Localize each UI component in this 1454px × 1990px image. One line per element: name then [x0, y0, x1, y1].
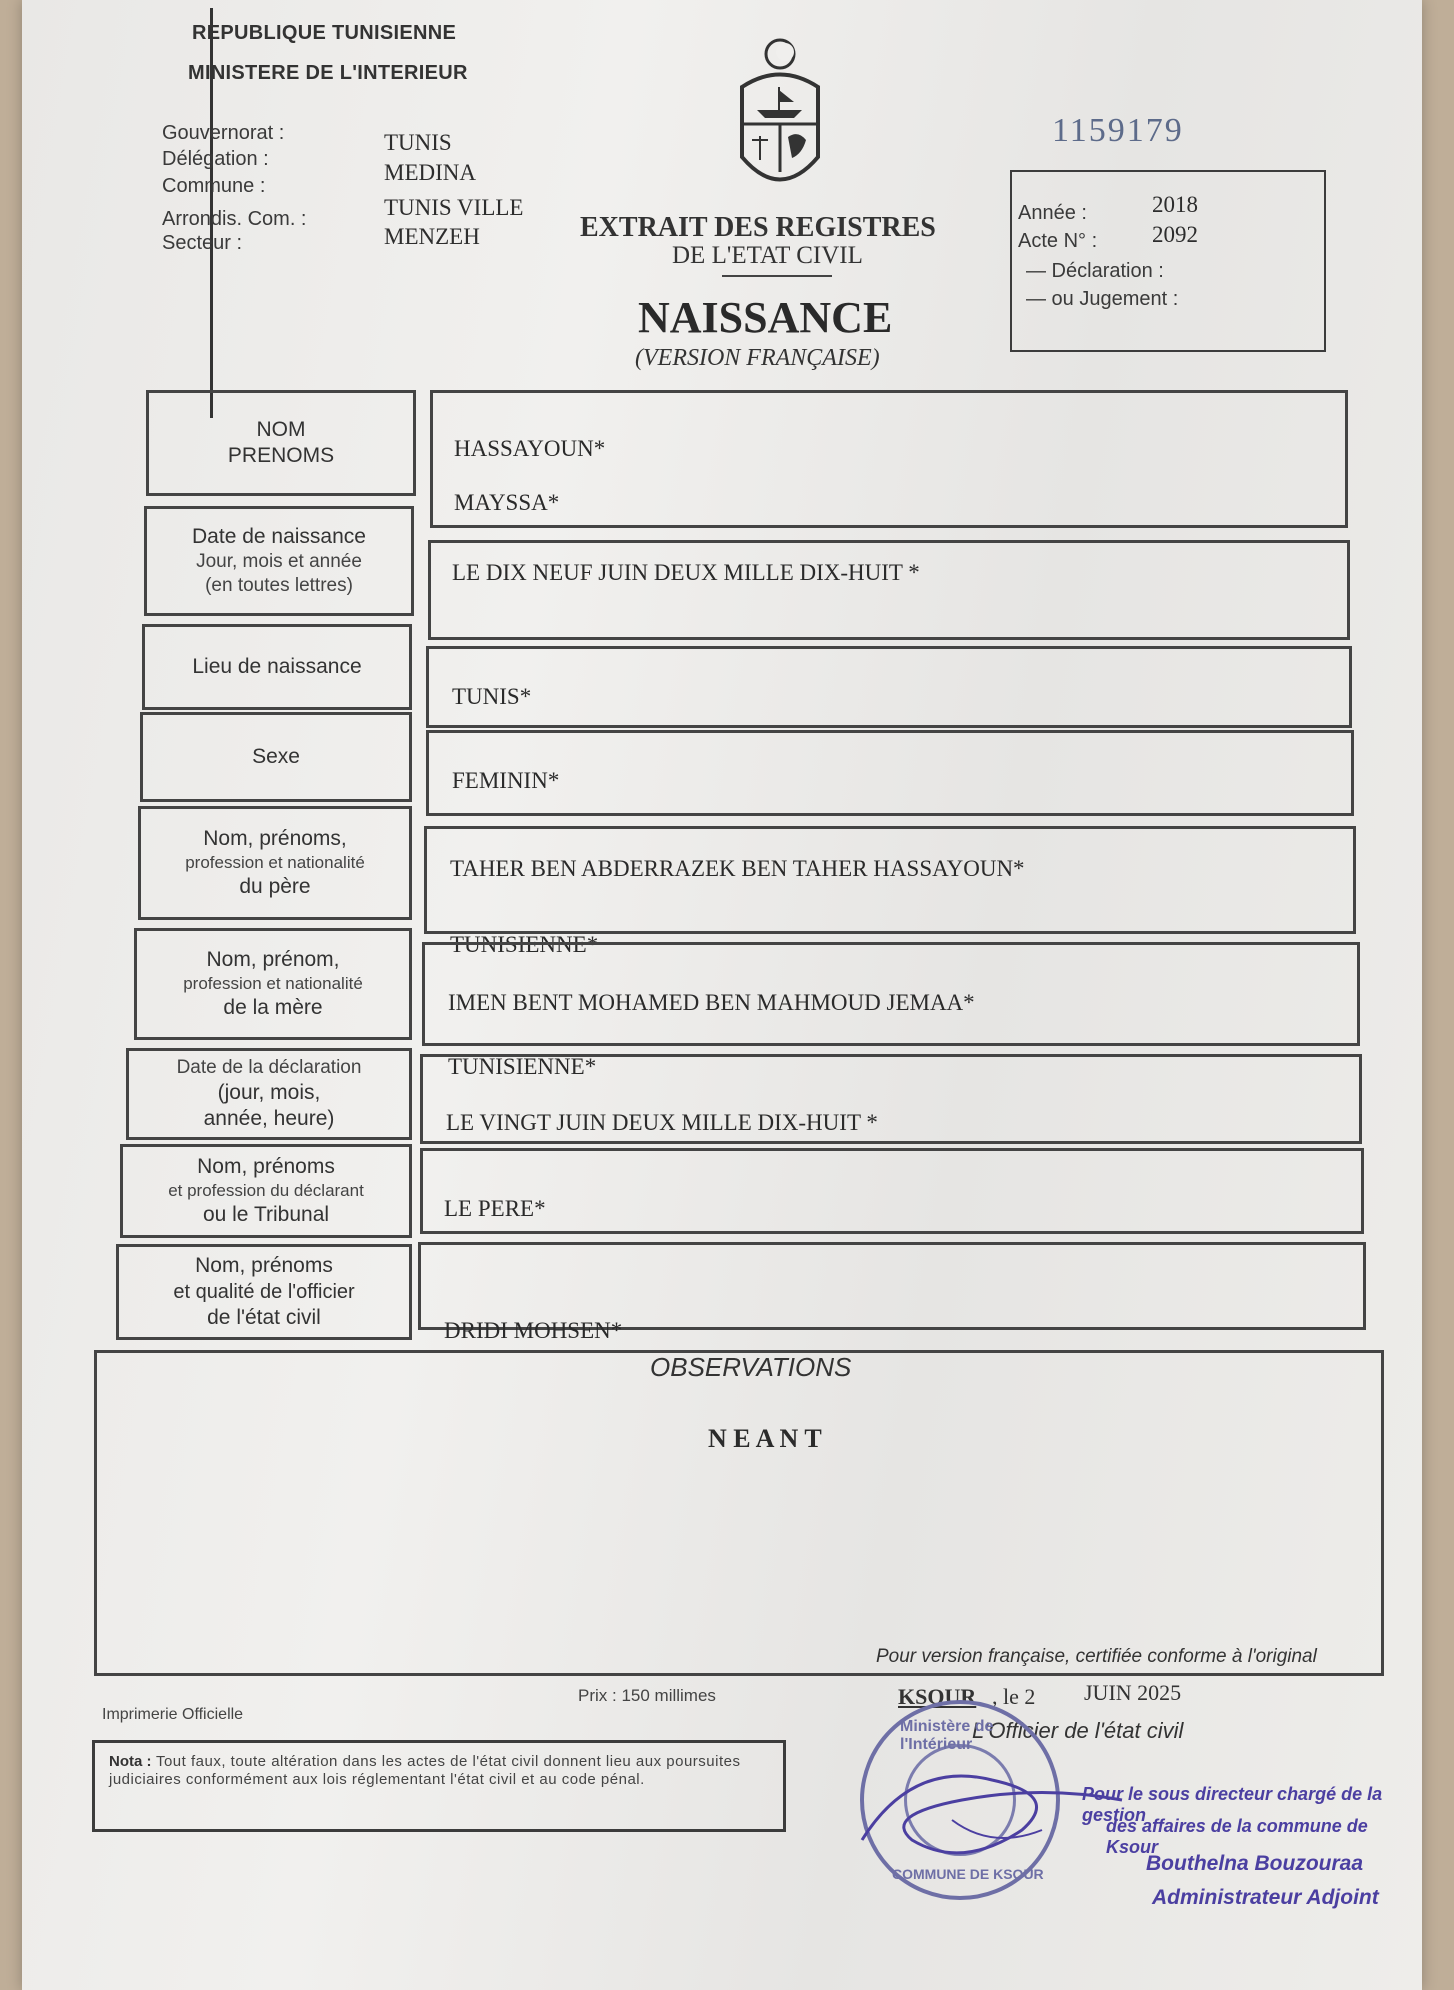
- label-line: et qualité de l'officier: [173, 1280, 355, 1303]
- declaration-label: — Déclaration :: [1026, 260, 1164, 282]
- row-value-sexe: [426, 730, 1354, 816]
- nota-text: Tout faux, toute altération dans les actes de l'état civil donnent lieu aux poursuites judiciaires conformément aux lois réglementant l'état civil et au code pénal.: [109, 1753, 741, 1788]
- label-line: Nom, prénoms,: [203, 827, 347, 851]
- label-line: Date de naissance: [192, 525, 366, 549]
- observations-title: OBSERVATIONS: [650, 1352, 852, 1382]
- row-label-pere: [138, 806, 412, 920]
- arrondissement-label: Arrondis. Com. :: [162, 208, 307, 230]
- declarant-value: LE PERE*: [444, 1196, 546, 1221]
- signature-line-1: Pour le sous directeur chargé de la gestion: [1082, 1784, 1383, 1825]
- label-line: Nom, prénom,: [206, 948, 340, 972]
- ministry-heading: MINISTERE DE L'INTERIEUR: [188, 62, 468, 84]
- version-subtitle: (VERSION FRANÇAISE): [635, 345, 880, 371]
- row-label-sexe: [140, 712, 412, 802]
- coat-of-arms-emblem: [722, 32, 838, 202]
- label-line: Nom, prénoms: [197, 1155, 335, 1179]
- stamp-bottom-text: COMMUNE DE KSOUR: [892, 1866, 1044, 1882]
- label-line: profession et nationalité: [183, 974, 363, 994]
- date-separator: , le 2: [992, 1684, 1036, 1709]
- row-label-officier: [116, 1244, 412, 1340]
- nom-value: HASSAYOUN*: [454, 436, 606, 461]
- label-line: Jour, mois et année: [196, 551, 362, 573]
- officer-title: L'Officier de l'état civil: [972, 1718, 1184, 1743]
- birth-certificate-document: [22, 0, 1422, 1990]
- label-line: (en toutes lettres): [205, 575, 353, 597]
- observations-content: N E A N T: [708, 1424, 822, 1453]
- observations-box: [94, 1350, 1384, 1676]
- row-value-lieu-naissance: [426, 646, 1352, 728]
- republic-heading: REPUBLIQUE TUNISIENNE: [192, 22, 457, 44]
- signatory-name: Bouthelna Bouzouraa: [1146, 1852, 1364, 1875]
- label-line: Lieu de naissance: [192, 654, 362, 678]
- lieu-naissance-value: TUNIS*: [452, 684, 532, 709]
- row-value-date-naissance: [428, 540, 1350, 640]
- gouvernorat-value: TUNIS: [384, 130, 452, 155]
- extract-title: EXTRAIT DES REGISTRES: [580, 212, 936, 243]
- label-line: Nom, prénoms: [195, 1254, 333, 1278]
- etat-civil-subtitle: DE L'ETAT CIVIL: [672, 242, 863, 269]
- prenoms-value: MAYSSA*: [454, 490, 560, 515]
- commune-value: TUNIS VILLE: [384, 195, 524, 220]
- label-line: de l'état civil: [207, 1305, 321, 1329]
- acte-number-value: 2092: [1152, 222, 1198, 247]
- label-line: Sexe: [252, 744, 300, 768]
- label-line: PRENOMS: [227, 444, 335, 467]
- mere-value: IMEN BENT MOHAMED BEN MAHMOUD JEMAA*: [448, 990, 975, 1015]
- label-line: du père: [239, 874, 311, 898]
- date-declaration-value: LE VINGT JUIN DEUX MILLE DIX-HUIT *: [446, 1110, 878, 1135]
- serial-number: 1159179: [1052, 112, 1184, 149]
- acte-number-label: Acte N° :: [1018, 230, 1098, 252]
- label-line: (jour, mois,: [217, 1080, 321, 1104]
- arrondissement-value: MENZEH: [384, 224, 480, 249]
- row-label-date-naissance: [144, 506, 414, 616]
- sexe-value: FEMININ*: [452, 768, 560, 793]
- delegation-label: Délégation :: [162, 148, 269, 170]
- signatory-title: Administrateur Adjoint: [1152, 1886, 1379, 1909]
- imprimerie-text: Imprimerie Officielle: [102, 1706, 244, 1723]
- secteur-label: Secteur :: [162, 232, 243, 254]
- row-label-declarant: [120, 1144, 412, 1238]
- acte-info-box: [1010, 170, 1326, 352]
- label-line: NOM: [256, 417, 306, 441]
- label-line: et profession du déclarant: [168, 1181, 364, 1201]
- annee-label: Année :: [1018, 202, 1087, 224]
- label-line: ou le Tribunal: [202, 1202, 330, 1226]
- date-naissance-value: LE DIX NEUF JUIN DEUX MILLE DIX-HUIT *: [452, 560, 920, 585]
- pere-nationalite-value: TUNISIENNE*: [450, 932, 599, 957]
- signature-line-2: des affaires de la commune de Ksour: [1106, 1816, 1368, 1857]
- prix-text: Prix : 150 millimes: [578, 1686, 716, 1705]
- place-value: KSOUR: [898, 1684, 977, 1709]
- row-label-date-declaration: [126, 1048, 412, 1140]
- officier-value: DRIDI MOHSEN*: [444, 1318, 623, 1343]
- row-value-declarant: [420, 1148, 1364, 1234]
- row-label-nom-prenoms: [146, 390, 416, 496]
- nota-label: Nota :: [109, 1753, 152, 1770]
- nota-box: [92, 1740, 786, 1832]
- row-label-lieu-naissance: [142, 624, 412, 710]
- gouvernorat-label: Gouvernorat :: [162, 122, 285, 144]
- delegation-value: MEDINA: [384, 160, 476, 185]
- label-line: de la mère: [223, 995, 323, 1019]
- label-line: Date de la déclaration: [176, 1056, 362, 1078]
- certified-conforme-text: Pour version française, certifiée conforme à l'original: [876, 1646, 1317, 1667]
- issue-date: JUIN 2025: [1084, 1680, 1182, 1705]
- stamp-top-text: Ministère de l'Intérieur: [900, 1718, 994, 1753]
- title-divider: [722, 275, 832, 277]
- mere-nationalite-value: TUNISIENNE*: [448, 1054, 597, 1079]
- label-line: année, heure): [203, 1106, 335, 1130]
- row-value-officier: [418, 1242, 1366, 1330]
- row-label-mere: [134, 928, 412, 1040]
- commune-label: Commune :: [162, 175, 266, 197]
- naissance-title: NAISSANCE: [638, 293, 893, 342]
- jugement-label: — ou Jugement :: [1026, 288, 1179, 310]
- annee-value: 2018: [1152, 192, 1198, 217]
- pere-value: TAHER BEN ABDERRAZEK BEN TAHER HASSAYOUN*: [450, 856, 1025, 881]
- label-line: profession et nationalité: [185, 853, 365, 873]
